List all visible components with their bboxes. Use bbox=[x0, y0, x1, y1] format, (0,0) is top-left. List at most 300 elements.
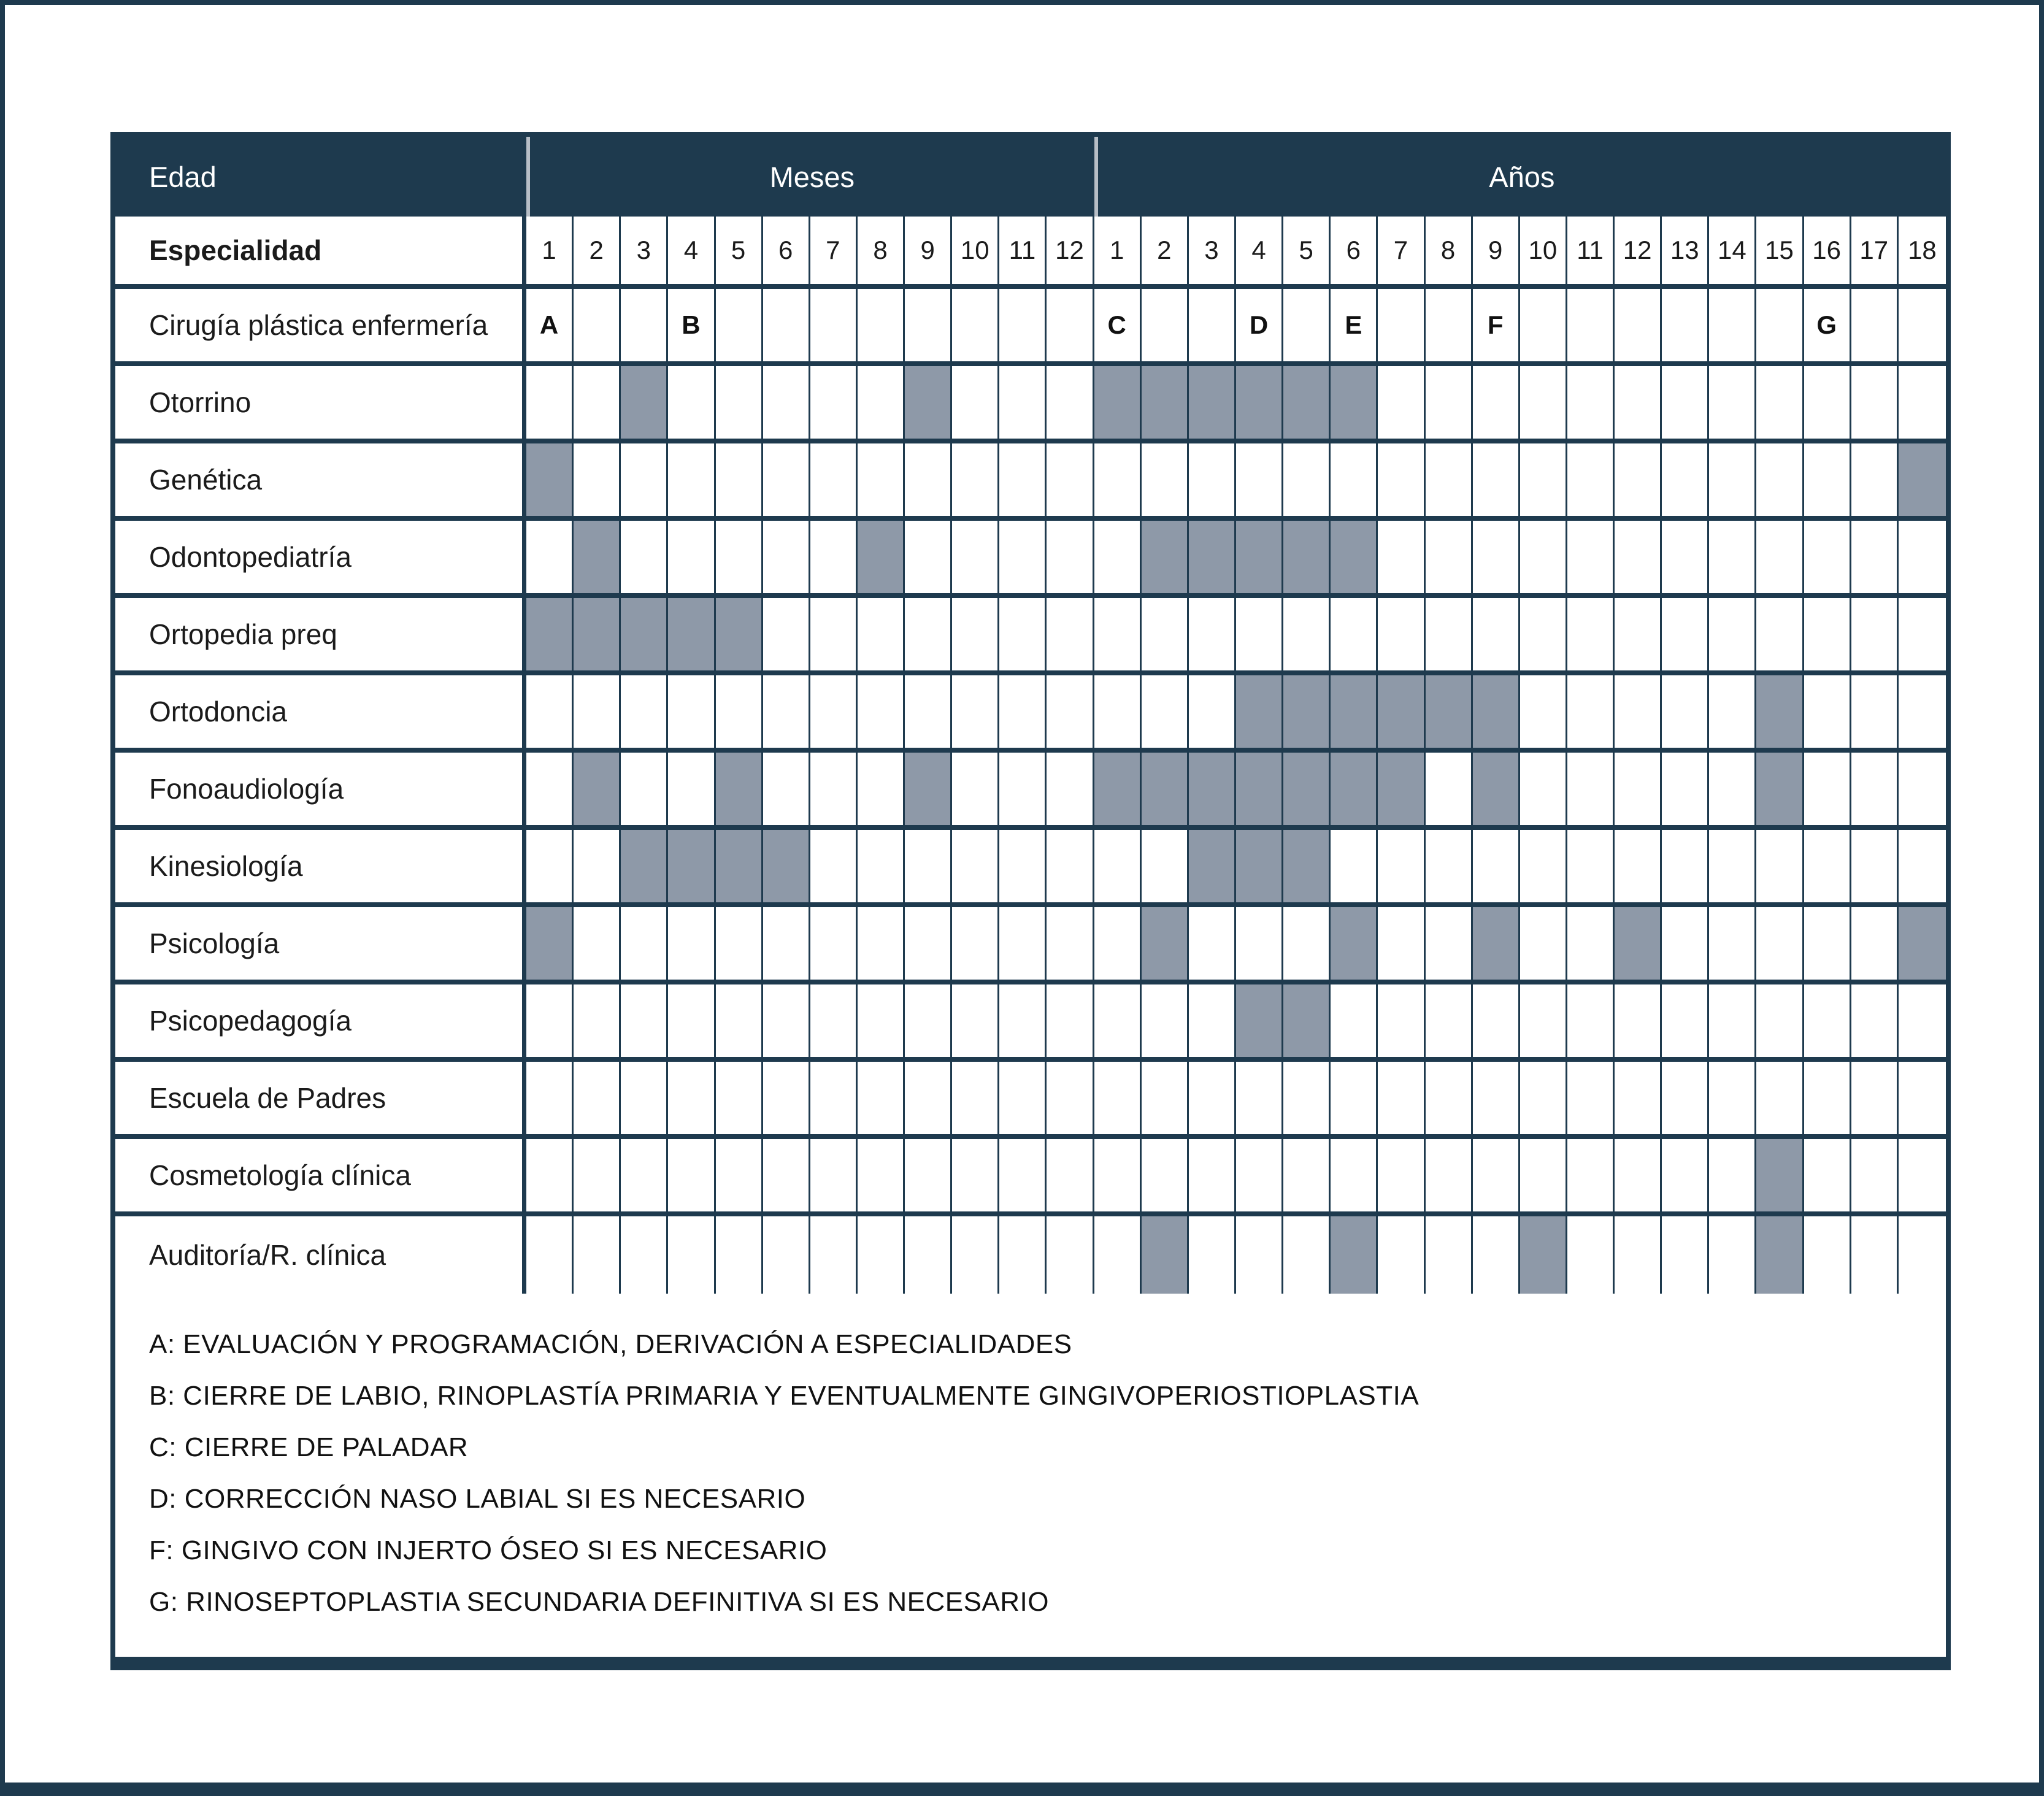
grid-cell bbox=[716, 984, 763, 1062]
grid-cell bbox=[1426, 598, 1473, 675]
grid-cell bbox=[999, 598, 1047, 675]
grid-cell bbox=[1520, 1139, 1567, 1216]
grid-cell bbox=[1236, 521, 1283, 598]
grid-cell bbox=[1283, 366, 1331, 443]
grid-cell bbox=[1709, 984, 1756, 1062]
grid-cell bbox=[1283, 598, 1331, 675]
year-number: 13 bbox=[1662, 217, 1709, 289]
grid-cell bbox=[952, 289, 999, 366]
grid-cell bbox=[1709, 675, 1756, 753]
grid-cell bbox=[1709, 521, 1756, 598]
grid-cell bbox=[526, 443, 574, 521]
grid-cell bbox=[1662, 289, 1709, 366]
grid-cell bbox=[1378, 1216, 1425, 1294]
grid-cell bbox=[1283, 675, 1331, 753]
grid-cell bbox=[621, 598, 668, 675]
grid-cell bbox=[1756, 830, 1804, 907]
grid-cell bbox=[1378, 753, 1425, 830]
grid-cell bbox=[1426, 984, 1473, 1062]
grid-cell bbox=[1756, 521, 1804, 598]
grid-cell bbox=[1426, 1139, 1473, 1216]
grid-cell bbox=[1899, 675, 1946, 753]
grid-cell bbox=[1473, 598, 1520, 675]
grid-cell bbox=[1899, 521, 1946, 598]
grid-cell bbox=[1473, 1062, 1520, 1139]
grid-cell bbox=[1520, 830, 1567, 907]
grid-cell bbox=[1520, 1062, 1567, 1139]
year-number: 16 bbox=[1804, 217, 1851, 289]
grid-cell bbox=[574, 1139, 621, 1216]
month-number: 3 bbox=[621, 217, 668, 289]
grid-cell bbox=[1899, 443, 1946, 521]
grid-cell bbox=[1189, 1062, 1236, 1139]
grid-cell bbox=[1615, 366, 1662, 443]
grid-cell bbox=[716, 1062, 763, 1139]
grid-cell bbox=[1756, 1139, 1804, 1216]
grid-cell bbox=[858, 753, 905, 830]
grid-cell bbox=[763, 443, 810, 521]
grid-cell bbox=[574, 1062, 621, 1139]
grid-cell bbox=[1567, 289, 1615, 366]
grid-cell bbox=[1142, 289, 1189, 366]
grid-cell bbox=[1851, 907, 1899, 984]
grid-cell bbox=[810, 830, 858, 907]
grid-cell bbox=[1567, 1062, 1615, 1139]
grid-cell bbox=[1094, 830, 1142, 907]
grid-cell bbox=[1520, 984, 1567, 1062]
year-number: 3 bbox=[1189, 217, 1236, 289]
grid-cell bbox=[1709, 753, 1756, 830]
grid-cell bbox=[1615, 830, 1662, 907]
grid-cell bbox=[1756, 598, 1804, 675]
grid-cell bbox=[526, 907, 574, 984]
grid-cell bbox=[1615, 984, 1662, 1062]
grid-cell bbox=[621, 675, 668, 753]
months-group-header: Meses bbox=[526, 137, 1094, 217]
grid-cell bbox=[526, 521, 574, 598]
grid-cell bbox=[1851, 753, 1899, 830]
grid-cell bbox=[1851, 289, 1899, 366]
grid-cell bbox=[1851, 1062, 1899, 1139]
grid-cell bbox=[999, 753, 1047, 830]
row-label: Fonoaudiología bbox=[115, 753, 526, 830]
grid-cell bbox=[1047, 1216, 1094, 1294]
grid-cell bbox=[1567, 907, 1615, 984]
grid-cell bbox=[668, 753, 715, 830]
grid-cell bbox=[1094, 1216, 1142, 1294]
grid-cell bbox=[1899, 984, 1946, 1062]
grid-cell bbox=[1047, 289, 1094, 366]
grid-cell bbox=[952, 1216, 999, 1294]
grid-cell bbox=[952, 366, 999, 443]
grid-cell bbox=[1189, 675, 1236, 753]
grid-cell bbox=[1426, 830, 1473, 907]
grid-cell bbox=[905, 1139, 952, 1216]
legend-line: D: CORRECCIÓN NASO LABIAL SI ES NECESARIO bbox=[149, 1484, 806, 1514]
grid-cell bbox=[1473, 675, 1520, 753]
grid-cell bbox=[905, 830, 952, 907]
grid-cell bbox=[621, 366, 668, 443]
grid-cell bbox=[1756, 675, 1804, 753]
grid-cell bbox=[1473, 1216, 1520, 1294]
grid-cell bbox=[1236, 1139, 1283, 1216]
grid-cell bbox=[1236, 675, 1283, 753]
grid-cell bbox=[1473, 907, 1520, 984]
grid-cell bbox=[574, 521, 621, 598]
grid-cell bbox=[621, 907, 668, 984]
grid-cell bbox=[526, 984, 574, 1062]
grid-cell bbox=[1142, 675, 1189, 753]
grid-cell bbox=[574, 598, 621, 675]
grid-cell bbox=[810, 1062, 858, 1139]
year-number: 11 bbox=[1567, 217, 1615, 289]
grid-cell bbox=[1899, 1139, 1946, 1216]
grid-cell bbox=[621, 289, 668, 366]
month-number: 4 bbox=[668, 217, 715, 289]
grid-cell bbox=[1142, 830, 1189, 907]
year-number: 17 bbox=[1851, 217, 1899, 289]
grid-cell bbox=[1236, 753, 1283, 830]
grid-cell bbox=[1473, 521, 1520, 598]
grid-cell bbox=[1851, 830, 1899, 907]
grid-cell bbox=[999, 675, 1047, 753]
grid-cell bbox=[810, 598, 858, 675]
grid-cell bbox=[1283, 984, 1331, 1062]
grid-cell bbox=[1709, 289, 1756, 366]
grid-cell bbox=[1804, 1062, 1851, 1139]
grid-cell bbox=[1189, 366, 1236, 443]
grid-cell bbox=[858, 830, 905, 907]
grid-cell bbox=[905, 598, 952, 675]
grid-cell bbox=[1189, 443, 1236, 521]
month-number: 7 bbox=[810, 217, 858, 289]
grid-cell bbox=[1331, 675, 1378, 753]
grid-cell bbox=[1899, 753, 1946, 830]
row-label: Genética bbox=[115, 443, 526, 521]
milestone-letter-cell: F bbox=[1473, 289, 1520, 366]
grid-cell bbox=[1709, 1139, 1756, 1216]
row-label: Auditoría/R. clínica bbox=[115, 1216, 526, 1294]
grid-cell bbox=[1378, 1062, 1425, 1139]
grid-cell bbox=[1756, 1216, 1804, 1294]
grid-cell bbox=[1378, 675, 1425, 753]
grid-cell bbox=[1804, 830, 1851, 907]
grid-cell bbox=[526, 1216, 574, 1294]
milestone-letter-cell: E bbox=[1331, 289, 1378, 366]
grid-cell bbox=[1331, 521, 1378, 598]
grid-cell bbox=[1615, 1062, 1662, 1139]
grid-cell bbox=[1331, 443, 1378, 521]
grid-cell bbox=[1047, 675, 1094, 753]
grid-cell bbox=[1236, 598, 1283, 675]
grid-cell bbox=[1662, 907, 1709, 984]
milestone-letter-cell: B bbox=[668, 289, 715, 366]
grid-cell bbox=[1378, 289, 1425, 366]
grid-cell bbox=[1662, 984, 1709, 1062]
grid-cell bbox=[1804, 753, 1851, 830]
grid-cell bbox=[574, 289, 621, 366]
grid-cell bbox=[1378, 443, 1425, 521]
grid-cell bbox=[1804, 366, 1851, 443]
grid-cell bbox=[1426, 289, 1473, 366]
year-number: 7 bbox=[1378, 217, 1425, 289]
milestone-letter-cell: C bbox=[1094, 289, 1142, 366]
grid-cell bbox=[1804, 521, 1851, 598]
row-label: Otorrino bbox=[115, 366, 526, 443]
grid-cell bbox=[905, 907, 952, 984]
grid-cell bbox=[905, 984, 952, 1062]
grid-cell bbox=[905, 289, 952, 366]
grid-cell bbox=[1142, 1062, 1189, 1139]
grid-cell bbox=[1331, 598, 1378, 675]
grid-cell bbox=[716, 830, 763, 907]
grid-cell bbox=[952, 675, 999, 753]
grid-cell bbox=[716, 289, 763, 366]
grid-cell bbox=[716, 443, 763, 521]
month-number: 1 bbox=[526, 217, 574, 289]
grid-cell bbox=[1331, 366, 1378, 443]
grid-cell bbox=[716, 598, 763, 675]
grid-cell bbox=[1851, 984, 1899, 1062]
grid-cell bbox=[952, 1139, 999, 1216]
grid-cell bbox=[526, 1139, 574, 1216]
grid-cell bbox=[763, 289, 810, 366]
grid-cell bbox=[621, 521, 668, 598]
grid-cell bbox=[1567, 984, 1615, 1062]
grid-cell bbox=[810, 521, 858, 598]
grid-cell bbox=[668, 1139, 715, 1216]
grid-cell bbox=[716, 675, 763, 753]
grid-cell bbox=[1709, 907, 1756, 984]
grid-cell bbox=[1189, 830, 1236, 907]
grid-cell bbox=[905, 443, 952, 521]
grid-cell bbox=[905, 366, 952, 443]
grid-cell bbox=[858, 1062, 905, 1139]
grid-cell bbox=[1520, 443, 1567, 521]
grid-cell bbox=[1047, 598, 1094, 675]
grid-cell bbox=[1662, 753, 1709, 830]
month-number: 9 bbox=[905, 217, 952, 289]
grid-cell bbox=[1236, 366, 1283, 443]
grid-cell bbox=[999, 830, 1047, 907]
grid-cell bbox=[999, 1216, 1047, 1294]
grid-cell bbox=[1094, 598, 1142, 675]
grid-cell bbox=[1899, 907, 1946, 984]
grid-cell bbox=[1236, 1062, 1283, 1139]
grid-cell bbox=[1283, 907, 1331, 984]
grid-cell bbox=[1709, 830, 1756, 907]
grid-cell bbox=[1047, 984, 1094, 1062]
grid-cell bbox=[1709, 1216, 1756, 1294]
grid-cell bbox=[526, 753, 574, 830]
year-number: 6 bbox=[1331, 217, 1378, 289]
grid-cell bbox=[1567, 598, 1615, 675]
grid-cell bbox=[810, 443, 858, 521]
grid-cell bbox=[1804, 1216, 1851, 1294]
month-number: 2 bbox=[574, 217, 621, 289]
grid-cell bbox=[858, 289, 905, 366]
grid-cell bbox=[999, 521, 1047, 598]
row-label: Psicología bbox=[115, 907, 526, 984]
grid-cell bbox=[858, 907, 905, 984]
grid-cell bbox=[1756, 443, 1804, 521]
grid-cell bbox=[574, 366, 621, 443]
grid-cell bbox=[668, 1216, 715, 1294]
grid-cell bbox=[999, 1062, 1047, 1139]
grid-cell bbox=[810, 366, 858, 443]
grid-cell bbox=[621, 1139, 668, 1216]
grid-cell bbox=[526, 598, 574, 675]
grid-cell bbox=[905, 753, 952, 830]
grid-cell bbox=[1804, 984, 1851, 1062]
grid-cell bbox=[1378, 830, 1425, 907]
grid-cell bbox=[1473, 753, 1520, 830]
grid-cell bbox=[1567, 521, 1615, 598]
grid-cell bbox=[1756, 1062, 1804, 1139]
milestone-letter-cell: A bbox=[526, 289, 574, 366]
grid-cell bbox=[1851, 521, 1899, 598]
grid-cell bbox=[858, 598, 905, 675]
grid-cell bbox=[1662, 830, 1709, 907]
grid-cell bbox=[952, 830, 999, 907]
grid-cell bbox=[763, 521, 810, 598]
year-number: 10 bbox=[1520, 217, 1567, 289]
grid-cell bbox=[1615, 443, 1662, 521]
grid-cell bbox=[1426, 907, 1473, 984]
grid-cell bbox=[952, 753, 999, 830]
grid-cell bbox=[1756, 753, 1804, 830]
grid-cell bbox=[668, 598, 715, 675]
grid-cell bbox=[952, 1062, 999, 1139]
grid-cell bbox=[574, 1216, 621, 1294]
grid-cell bbox=[1520, 675, 1567, 753]
grid-cell bbox=[1804, 907, 1851, 984]
grid-cell bbox=[716, 1139, 763, 1216]
grid-cell bbox=[905, 1216, 952, 1294]
month-number: 8 bbox=[858, 217, 905, 289]
grid-cell bbox=[1473, 443, 1520, 521]
grid-cell bbox=[1142, 1216, 1189, 1294]
grid-cell bbox=[526, 830, 574, 907]
grid-cell bbox=[999, 443, 1047, 521]
grid-cell bbox=[1094, 753, 1142, 830]
grid-cell bbox=[1283, 830, 1331, 907]
grid-cell bbox=[763, 1139, 810, 1216]
grid-cell bbox=[999, 1139, 1047, 1216]
grid-cell bbox=[1899, 289, 1946, 366]
grid-cell bbox=[1426, 521, 1473, 598]
grid-cell bbox=[668, 1062, 715, 1139]
grid-cell bbox=[526, 1062, 574, 1139]
grid-cell bbox=[1851, 366, 1899, 443]
grid-cell bbox=[1142, 521, 1189, 598]
grid-cell bbox=[1709, 366, 1756, 443]
grid-cell bbox=[1236, 907, 1283, 984]
legend bbox=[115, 1294, 1946, 1657]
grid-cell bbox=[1094, 984, 1142, 1062]
grid-cell bbox=[1662, 443, 1709, 521]
row-label: Ortodoncia bbox=[115, 675, 526, 753]
grid-cell bbox=[1047, 1062, 1094, 1139]
year-number: 5 bbox=[1283, 217, 1331, 289]
grid-cell bbox=[763, 1062, 810, 1139]
year-number: 18 bbox=[1899, 217, 1946, 289]
grid-cell bbox=[1567, 1216, 1615, 1294]
grid-cell bbox=[1378, 984, 1425, 1062]
grid-cell bbox=[810, 1216, 858, 1294]
grid-cell bbox=[952, 907, 999, 984]
legend-line: F: GINGIVO CON INJERTO ÓSEO SI ES NECESARIO bbox=[149, 1535, 828, 1565]
years-group-header: Años bbox=[1094, 137, 1946, 217]
grid-cell bbox=[1331, 830, 1378, 907]
grid-cell bbox=[1142, 598, 1189, 675]
grid-cell bbox=[1473, 830, 1520, 907]
grid-cell bbox=[1142, 907, 1189, 984]
grid-cell bbox=[763, 366, 810, 443]
grid-cell bbox=[1094, 443, 1142, 521]
grid-cell bbox=[1567, 675, 1615, 753]
grid-cell bbox=[526, 366, 574, 443]
grid-cell bbox=[1662, 366, 1709, 443]
grid-cell bbox=[621, 753, 668, 830]
year-number: 8 bbox=[1426, 217, 1473, 289]
grid-cell bbox=[574, 907, 621, 984]
grid-cell bbox=[1331, 907, 1378, 984]
grid-cell bbox=[574, 830, 621, 907]
grid-cell bbox=[716, 753, 763, 830]
grid-cell bbox=[763, 598, 810, 675]
milestone-letter-cell: G bbox=[1804, 289, 1851, 366]
grid-cell bbox=[858, 366, 905, 443]
year-number: 12 bbox=[1615, 217, 1662, 289]
grid-cell bbox=[1283, 289, 1331, 366]
grid-cell bbox=[1804, 598, 1851, 675]
grid-cell bbox=[1236, 1216, 1283, 1294]
grid-cell bbox=[1142, 443, 1189, 521]
grid-cell bbox=[952, 443, 999, 521]
grid-cell bbox=[763, 830, 810, 907]
grid-cell bbox=[1047, 366, 1094, 443]
grid-cell bbox=[1236, 830, 1283, 907]
grid-cell bbox=[1756, 907, 1804, 984]
grid-cell bbox=[1520, 598, 1567, 675]
grid-cell bbox=[574, 675, 621, 753]
grid-cell bbox=[763, 753, 810, 830]
grid-cell bbox=[621, 984, 668, 1062]
grid-cell bbox=[1283, 753, 1331, 830]
row-label: Ortopedia preq bbox=[115, 598, 526, 675]
grid-cell bbox=[1142, 984, 1189, 1062]
row-label: Cosmetología clínica bbox=[115, 1139, 526, 1216]
grid-cell bbox=[1189, 753, 1236, 830]
month-number: 10 bbox=[952, 217, 999, 289]
month-number: 12 bbox=[1047, 217, 1094, 289]
grid-cell bbox=[1520, 753, 1567, 830]
grid-cell bbox=[1047, 1139, 1094, 1216]
grid-cell bbox=[1662, 598, 1709, 675]
grid-cell bbox=[1662, 675, 1709, 753]
grid-cell bbox=[905, 521, 952, 598]
month-number: 5 bbox=[716, 217, 763, 289]
grid-cell bbox=[1094, 521, 1142, 598]
grid-cell bbox=[668, 675, 715, 753]
year-number: 1 bbox=[1094, 217, 1142, 289]
grid-cell bbox=[999, 907, 1047, 984]
grid-cell bbox=[810, 984, 858, 1062]
grid-cell bbox=[1709, 443, 1756, 521]
grid-cell bbox=[526, 675, 574, 753]
grid-cell bbox=[716, 521, 763, 598]
